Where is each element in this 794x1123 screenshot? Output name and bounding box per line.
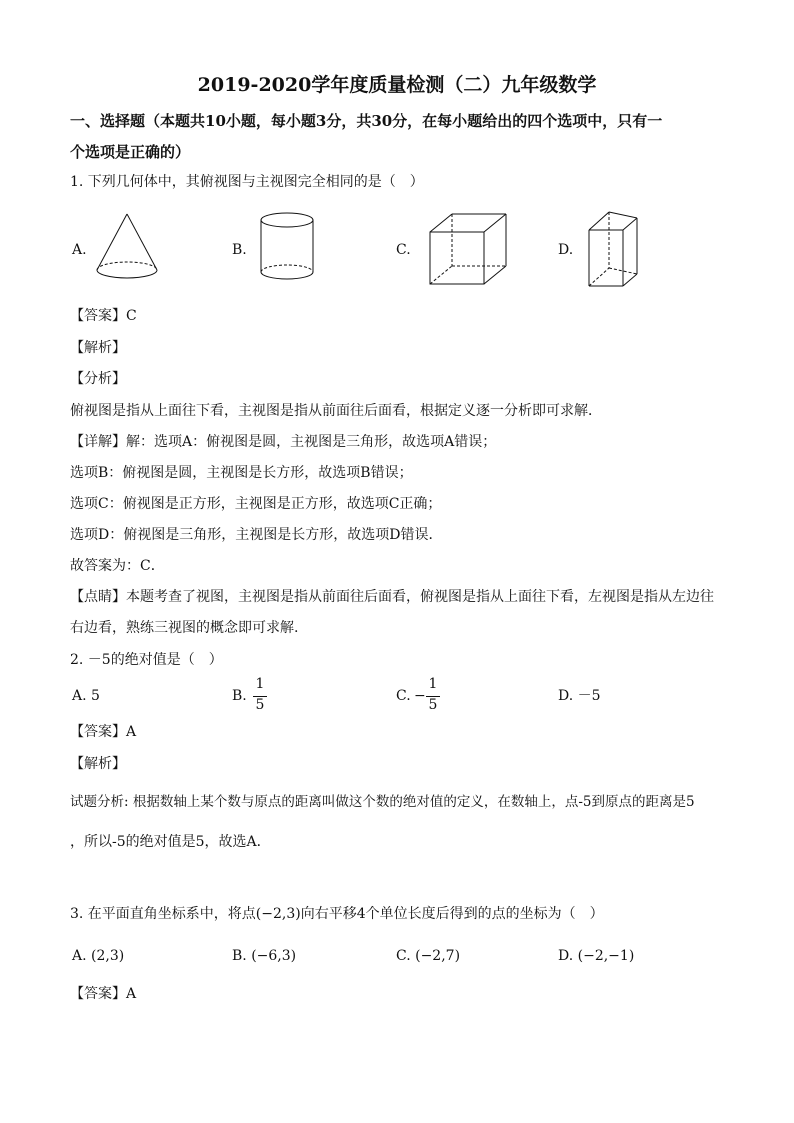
q1-comment-line2: 右边看，熟练三视图的概念即可求解.: [70, 620, 299, 636]
q2-option-b-fraction: [253, 676, 267, 716]
q3-option-a: A. (2,3): [72, 948, 125, 964]
q2-explanation-line1: 试题分析: 根据数轴上某个数与原点的距离叫做这个数的绝对值的定义，在数轴上，点-5到原点的距离是5: [70, 794, 695, 810]
q1-detail-2: 选项B：俯视图是圆，主视图是长方形，故选项B错误；: [70, 465, 413, 481]
q1-fenxi-label: 【分析】: [70, 371, 126, 387]
fraction-denominator: 5: [255, 697, 265, 713]
q1-option-b-label: B.: [232, 242, 247, 258]
fraction-numerator: 1: [255, 676, 265, 692]
q3-option-c: C. (−2,7): [396, 948, 461, 964]
q2-jiexi-label: 【解析】: [70, 756, 126, 772]
section-heading-line1: 一、选择题（本题共10小题，每小题3分，共30分，在每小题给出的四个选项中，只有一: [70, 112, 663, 130]
q2-option-d: D. －5: [558, 688, 601, 704]
q2-answer: 【答案】A: [70, 724, 137, 740]
fraction-denominator: 5: [428, 697, 438, 713]
q1-option-d-label: D.: [558, 242, 574, 258]
q1-option-a-label: A.: [72, 242, 87, 258]
q3-option-b: B. (−6,3): [232, 948, 297, 964]
q2-option-c-sign: −: [414, 688, 426, 704]
q2-explanation-line2: ，所以-5的绝对值是5，故选A．: [70, 834, 271, 850]
q1-stem: 1. 下列几何体中，其俯视图与主视图完全相同的是（ ）: [70, 174, 424, 190]
q1-detail-4: 选项D：俯视图是三角形，主视图是长方形，故选项D错误．: [70, 527, 443, 543]
prism-figure: [585, 208, 643, 290]
q2-stem: 2. －5的绝对值是（ ）: [70, 652, 223, 668]
q1-option-c-label: C.: [396, 242, 411, 258]
q3-answer: 【答案】A: [70, 986, 137, 1002]
q2-option-b-label: B.: [232, 688, 247, 704]
q1-comment-line1: 【点睛】本题考查了视图，主视图是指从前面往后面看，俯视图是指从上面往下看，左视图是指从左边往: [70, 589, 714, 605]
page-title: 2019-2020学年度质量检测（二）九年级数学: [197, 74, 597, 96]
q3-stem: 3. 在平面直角坐标系中，将点(−2,3)向右平移4个单位长度后得到的点的坐标为（ ）: [70, 906, 604, 922]
q1-conclusion: 故答案为：C．: [70, 558, 165, 574]
q2-option-a: A. 5: [72, 688, 100, 704]
cube-figure: [425, 210, 511, 288]
q1-detail-1: 【详解】解：选项A：俯视图是圆，主视图是三角形，故选项A错误；: [70, 434, 497, 450]
q1-answer: 【答案】C: [70, 308, 137, 324]
q3-option-d: D. (−2,−1): [558, 948, 635, 964]
fraction-numerator: 1: [428, 676, 438, 692]
cone-figure: [92, 210, 162, 282]
q2-option-c-label: C.: [396, 688, 411, 704]
section-heading-line2: 个选项是正确的）: [70, 143, 191, 161]
q1-jiexi-label: 【解析】: [70, 340, 126, 356]
cylinder-figure: [255, 210, 319, 286]
q1-detail-3: 选项C：俯视图是正方形，主视图是正方形，故选项C正确；: [70, 496, 442, 512]
q2-option-c-fraction: [426, 676, 440, 716]
q1-fenxi-text: 俯视图是指从上面往下看，主视图是指从前面往后面看，根据定义逐一分析即可求解．: [70, 403, 602, 419]
